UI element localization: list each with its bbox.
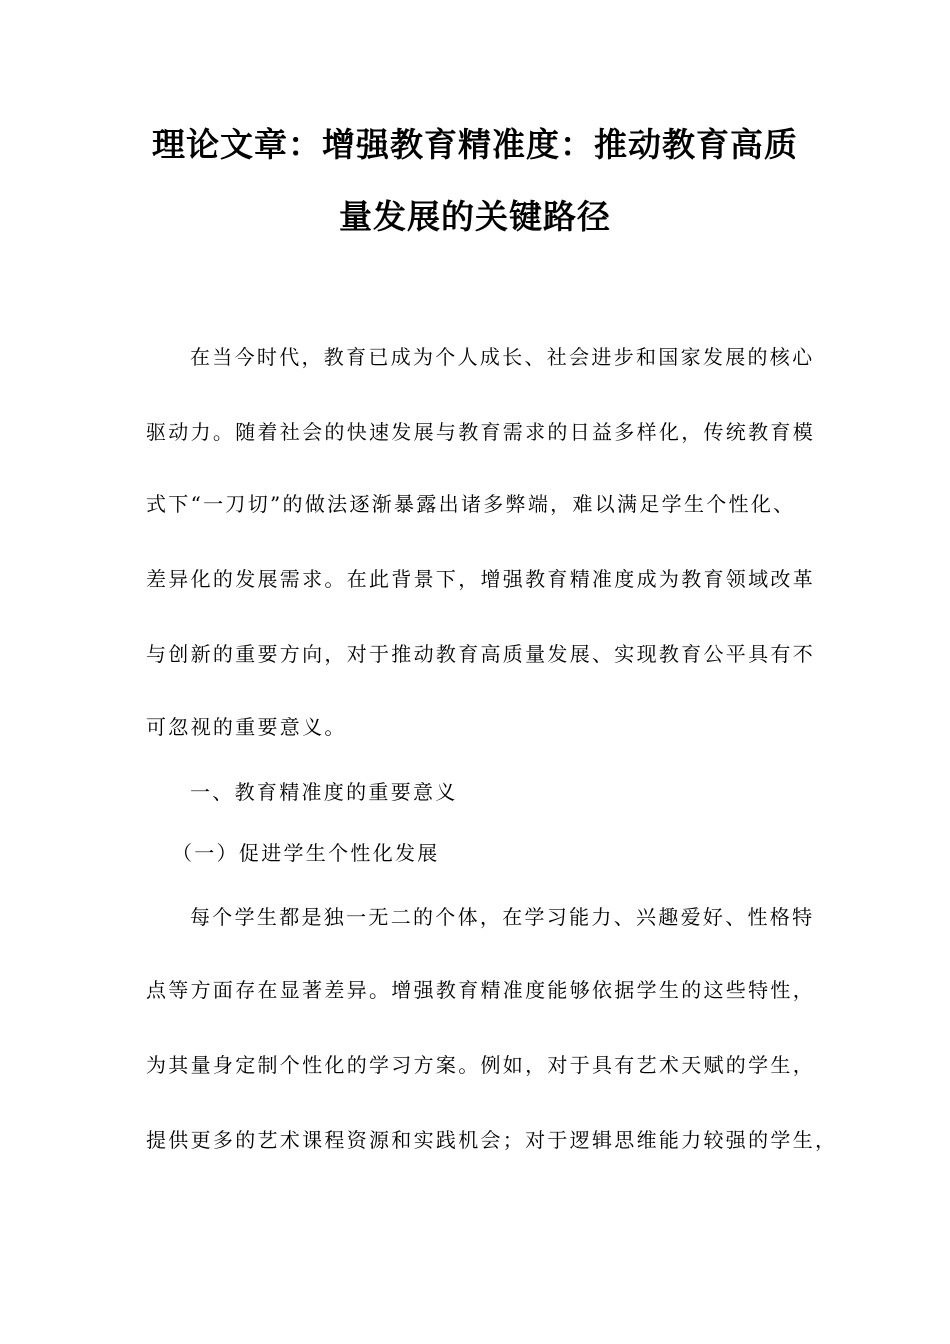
document-title-line-1: 理论文章：增强教育精准度：推动教育高质	[152, 125, 798, 164]
paragraph-2-line-1: 每个学生都是独一无二的个体，在学习能力、兴趣爱好、性格特	[190, 905, 815, 929]
paragraph-2-line-2: 点等方面存在显著差异。增强教育精准度能够依据学生的这些特性，	[146, 978, 815, 1002]
paragraph-1-line-1: 在当今时代，教育已成为个人成长、社会进步和国家发展的核心	[190, 345, 815, 369]
paragraph-1-line-2: 驱动力。随着社会的快速发展与教育需求的日益多样化，传统教育模	[146, 420, 815, 444]
paragraph-1-line-5: 与创新的重要方向，对于推动教育高质量发展、实现教育公平具有不	[146, 642, 815, 666]
paragraph-1-line-6: 可忽视的重要意义。	[146, 715, 347, 739]
paragraph-2-line-3: 为其量身定制个性化的学习方案。例如，对于具有艺术天赋的学生，	[146, 1053, 815, 1077]
paragraph-2-line-4: 提供更多的艺术课程资源和实践机会；对于逻辑思维能力较强的学生，	[146, 1128, 838, 1152]
paragraph-1-line-3: 式下“一刀切”的做法逐渐暴露出诸多弊端，难以满足学生个性化、	[146, 492, 796, 516]
document-title-line-2: 量发展的关键路径	[339, 197, 611, 236]
subsection-1-heading: （一）促进学生个性化发展	[172, 841, 440, 865]
section-1-heading: 一、教育精准度的重要意义	[190, 780, 458, 804]
paragraph-1-line-4: 差异化的发展需求。在此背景下，增强教育精准度成为教育领域改革	[146, 567, 815, 591]
